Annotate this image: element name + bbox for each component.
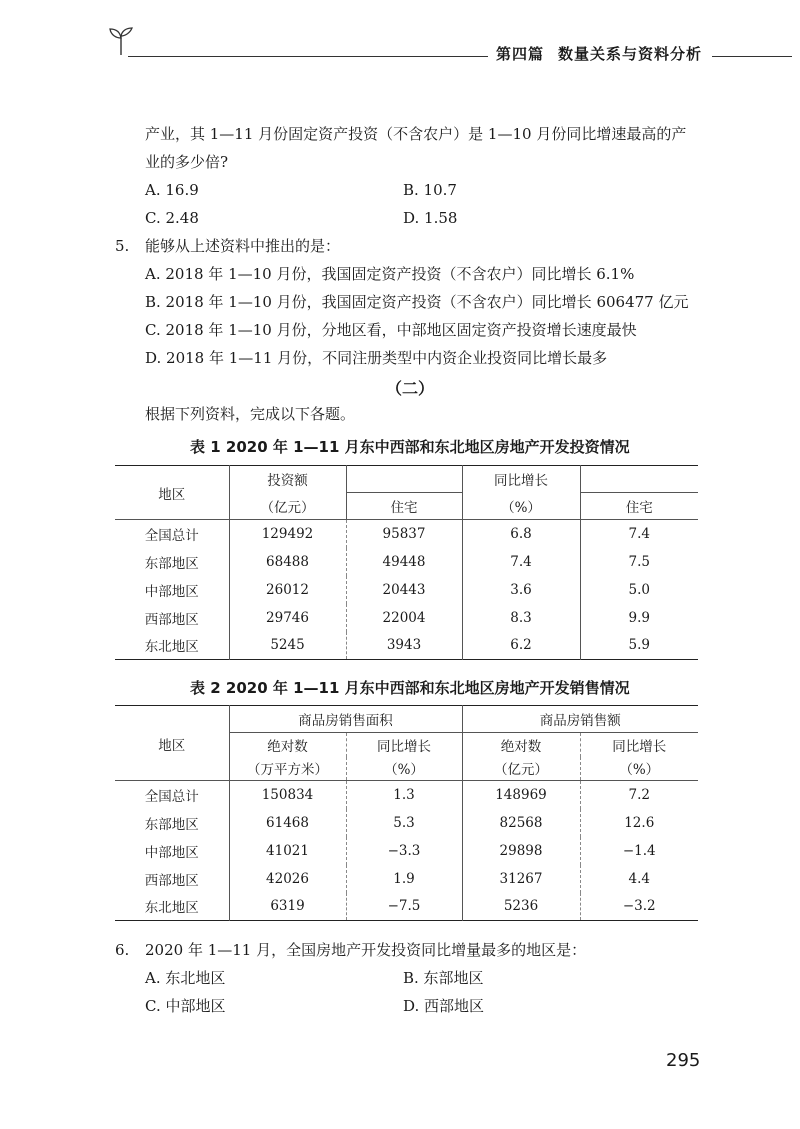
table1-cell-growth: 3.6 (462, 576, 580, 604)
table1-header-growth-unit: （%） (462, 493, 580, 520)
table1-cell-region: 东部地区 (115, 548, 229, 576)
table2-caption: 表 2 2020 年 1—11 月东中西部和东北地区房地产开发销售情况 (190, 679, 630, 697)
table2-header-area-growth: 同比增长 (346, 733, 462, 757)
table2-header-sales-growth: 同比增长 (612, 738, 667, 755)
table2-cell-area: 42026 (229, 865, 346, 893)
q6-option-c: C. 中部地区 (145, 997, 226, 1015)
table1-cell-region: 西部地区 (115, 604, 229, 632)
table1-header-growth: 同比增长 (462, 466, 580, 493)
table2-cell-region: 中部地区 (115, 837, 229, 865)
q6-number: 6. (115, 941, 130, 959)
table2-cell-sales: 5236 (462, 893, 580, 921)
q6-option-b: B. 东部地区 (403, 969, 484, 987)
table2-cell-sales-growth: −3.2 (622, 898, 656, 915)
table2-header-area-abs: 绝对数 (229, 733, 346, 757)
table1 (115, 465, 698, 660)
table1-cell-invest: 68488 (229, 548, 346, 576)
table2-cell-sales-growth: 4.4 (628, 870, 650, 887)
table-row (115, 632, 698, 660)
table1-cell-residential: 3943 (346, 632, 462, 660)
table1-cell-residential-growth: 7.5 (628, 553, 650, 570)
table2-cell-sales: 82568 (462, 809, 580, 837)
table1-cell-residential-growth: 5.9 (628, 637, 650, 654)
table1-cell-region: 全国总计 (115, 520, 229, 548)
table-row (115, 520, 698, 548)
table1-header-residential: 住宅 (346, 493, 462, 520)
table2-header-sales-growth-unit: （%） (580, 757, 698, 781)
q4-stem-line2: 业的多少倍? (145, 153, 229, 171)
table-row (115, 548, 698, 576)
table1-cell-invest: 29746 (229, 604, 346, 632)
table2-cell-area-growth: −7.5 (346, 893, 462, 921)
table1-header-invest: 投资额 (229, 466, 346, 493)
table2-cell-area: 6319 (229, 893, 346, 921)
table-row (115, 809, 698, 837)
table2-header-sales-abs: 绝对数 (462, 733, 580, 757)
q5-option-b: B. 2018 年 1—10 月份，我国固定资产投资（不含农户）同比增长 606477 亿元 (145, 293, 689, 311)
table2-header-area-growth-unit: （%） (346, 757, 462, 781)
table1-cell-residential: 49448 (346, 548, 462, 576)
table2-header-area-abs-unit: （万平方米） (229, 757, 346, 781)
table-row (115, 865, 698, 893)
table2-cell-area-growth: −3.3 (346, 837, 462, 865)
table1-cell-residential: 20443 (346, 576, 462, 604)
header-rule-right (712, 56, 792, 57)
q4-option-a: A. 16.9 (145, 181, 199, 199)
q5-option-a: A. 2018 年 1—10 月份，我国固定资产投资（不含农户）同比增长 6.1% (145, 265, 635, 283)
section-intro: 根据下列资料，完成以下各题。 (145, 405, 356, 423)
table2-cell-area: 41021 (229, 837, 346, 865)
table1-cell-invest: 129492 (229, 520, 346, 548)
table1-cell-invest: 26012 (229, 576, 346, 604)
q4-option-c: C. 2.48 (145, 209, 199, 227)
table2-cell-area-growth: 5.3 (346, 809, 462, 837)
table-row (115, 893, 698, 921)
table1-cell-region: 东北地区 (115, 632, 229, 660)
section-heading: （二） (386, 379, 435, 398)
table2-cell-area-growth: 1.9 (346, 865, 462, 893)
table2-cell-sales-growth: 12.6 (624, 814, 655, 831)
table1-cell-residential: 22004 (346, 604, 462, 632)
table1-cell-residential-growth: 5.0 (628, 581, 650, 598)
q4-option-d: D. 1.58 (403, 209, 458, 227)
table1-header-region: 地区 (115, 466, 229, 520)
table1-cell-growth: 8.3 (462, 604, 580, 632)
table1-header-residential-growth: 住宅 (580, 493, 698, 520)
header-title: 数量关系与资料分析 (558, 45, 703, 63)
table2-cell-area: 61468 (229, 809, 346, 837)
table1-cell-residential-growth: 7.4 (628, 525, 650, 542)
table2-cell-sales-growth: 7.2 (628, 786, 650, 803)
table1-caption: 表 1 2020 年 1—11 月东中西部和东北地区房地产开发投资情况 (190, 438, 630, 456)
q4-stem-line1: 产业，其 1—11 月份固定资产投资（不含农户）是 1—10 月份同比增速最高的产 (145, 125, 687, 143)
table1-cell-growth: 6.2 (462, 632, 580, 660)
table-row (115, 576, 698, 604)
q6-stem: 2020 年 1—11 月，全国房地产开发投资同比增量最多的地区是： (145, 941, 587, 959)
table2-header-region: 地区 (115, 706, 229, 781)
header-part: 第四篇 (496, 45, 545, 63)
table2-cell-region: 东部地区 (115, 809, 229, 837)
sprout-icon (108, 26, 134, 56)
table1-header-invest-unit: （亿元） (229, 493, 346, 520)
table2-cell-area: 150834 (229, 781, 346, 809)
header-rule-left (128, 56, 488, 57)
table1-cell-region: 中部地区 (115, 576, 229, 604)
table1-header-growth-blank (580, 466, 698, 493)
table2-cell-sales: 148969 (462, 781, 580, 809)
table-row (115, 604, 698, 632)
table2-cell-region: 东北地区 (115, 893, 229, 921)
table2-cell-area-growth: 1.3 (346, 781, 462, 809)
table2-cell-sales: 29898 (462, 837, 580, 865)
table1-cell-invest: 5245 (229, 632, 346, 660)
q5-option-c: C. 2018 年 1—10 月份，分地区看，中部地区固定资产投资增长速度最快 (145, 321, 637, 339)
table2-cell-sales-growth: −1.4 (622, 842, 656, 859)
table-row (115, 781, 698, 809)
q5-number: 5. (115, 237, 130, 255)
table2-cell-sales: 31267 (462, 865, 580, 893)
q4-option-b: B. 10.7 (403, 181, 457, 199)
table1-cell-residential-growth: 9.9 (628, 609, 650, 626)
running-header (496, 43, 716, 64)
table1-cell-growth: 7.4 (462, 548, 580, 576)
table1-header-invest-blank (346, 466, 462, 493)
table1-cell-growth: 6.8 (462, 520, 580, 548)
q6-option-a: A. 东北地区 (145, 969, 226, 987)
table2-cell-region: 全国总计 (115, 781, 229, 809)
table1-cell-residential: 95837 (346, 520, 462, 548)
table2-cell-region: 西部地区 (115, 865, 229, 893)
table-row (115, 837, 698, 865)
q5-stem: 能够从上述资料中推出的是： (145, 237, 341, 255)
table2-header-area: 商品房销售面积 (229, 706, 462, 733)
q6-option-d: D. 西部地区 (403, 997, 485, 1015)
table2-header-sales: 商品房销售额 (462, 706, 698, 733)
table2 (115, 705, 698, 921)
q5-option-d: D. 2018 年 1—11 月份，不同注册类型中内资企业投资同比增长最多 (145, 349, 608, 367)
page-number: 295 (666, 1050, 701, 1071)
table2-header-sales-abs-unit: （亿元） (462, 757, 580, 781)
